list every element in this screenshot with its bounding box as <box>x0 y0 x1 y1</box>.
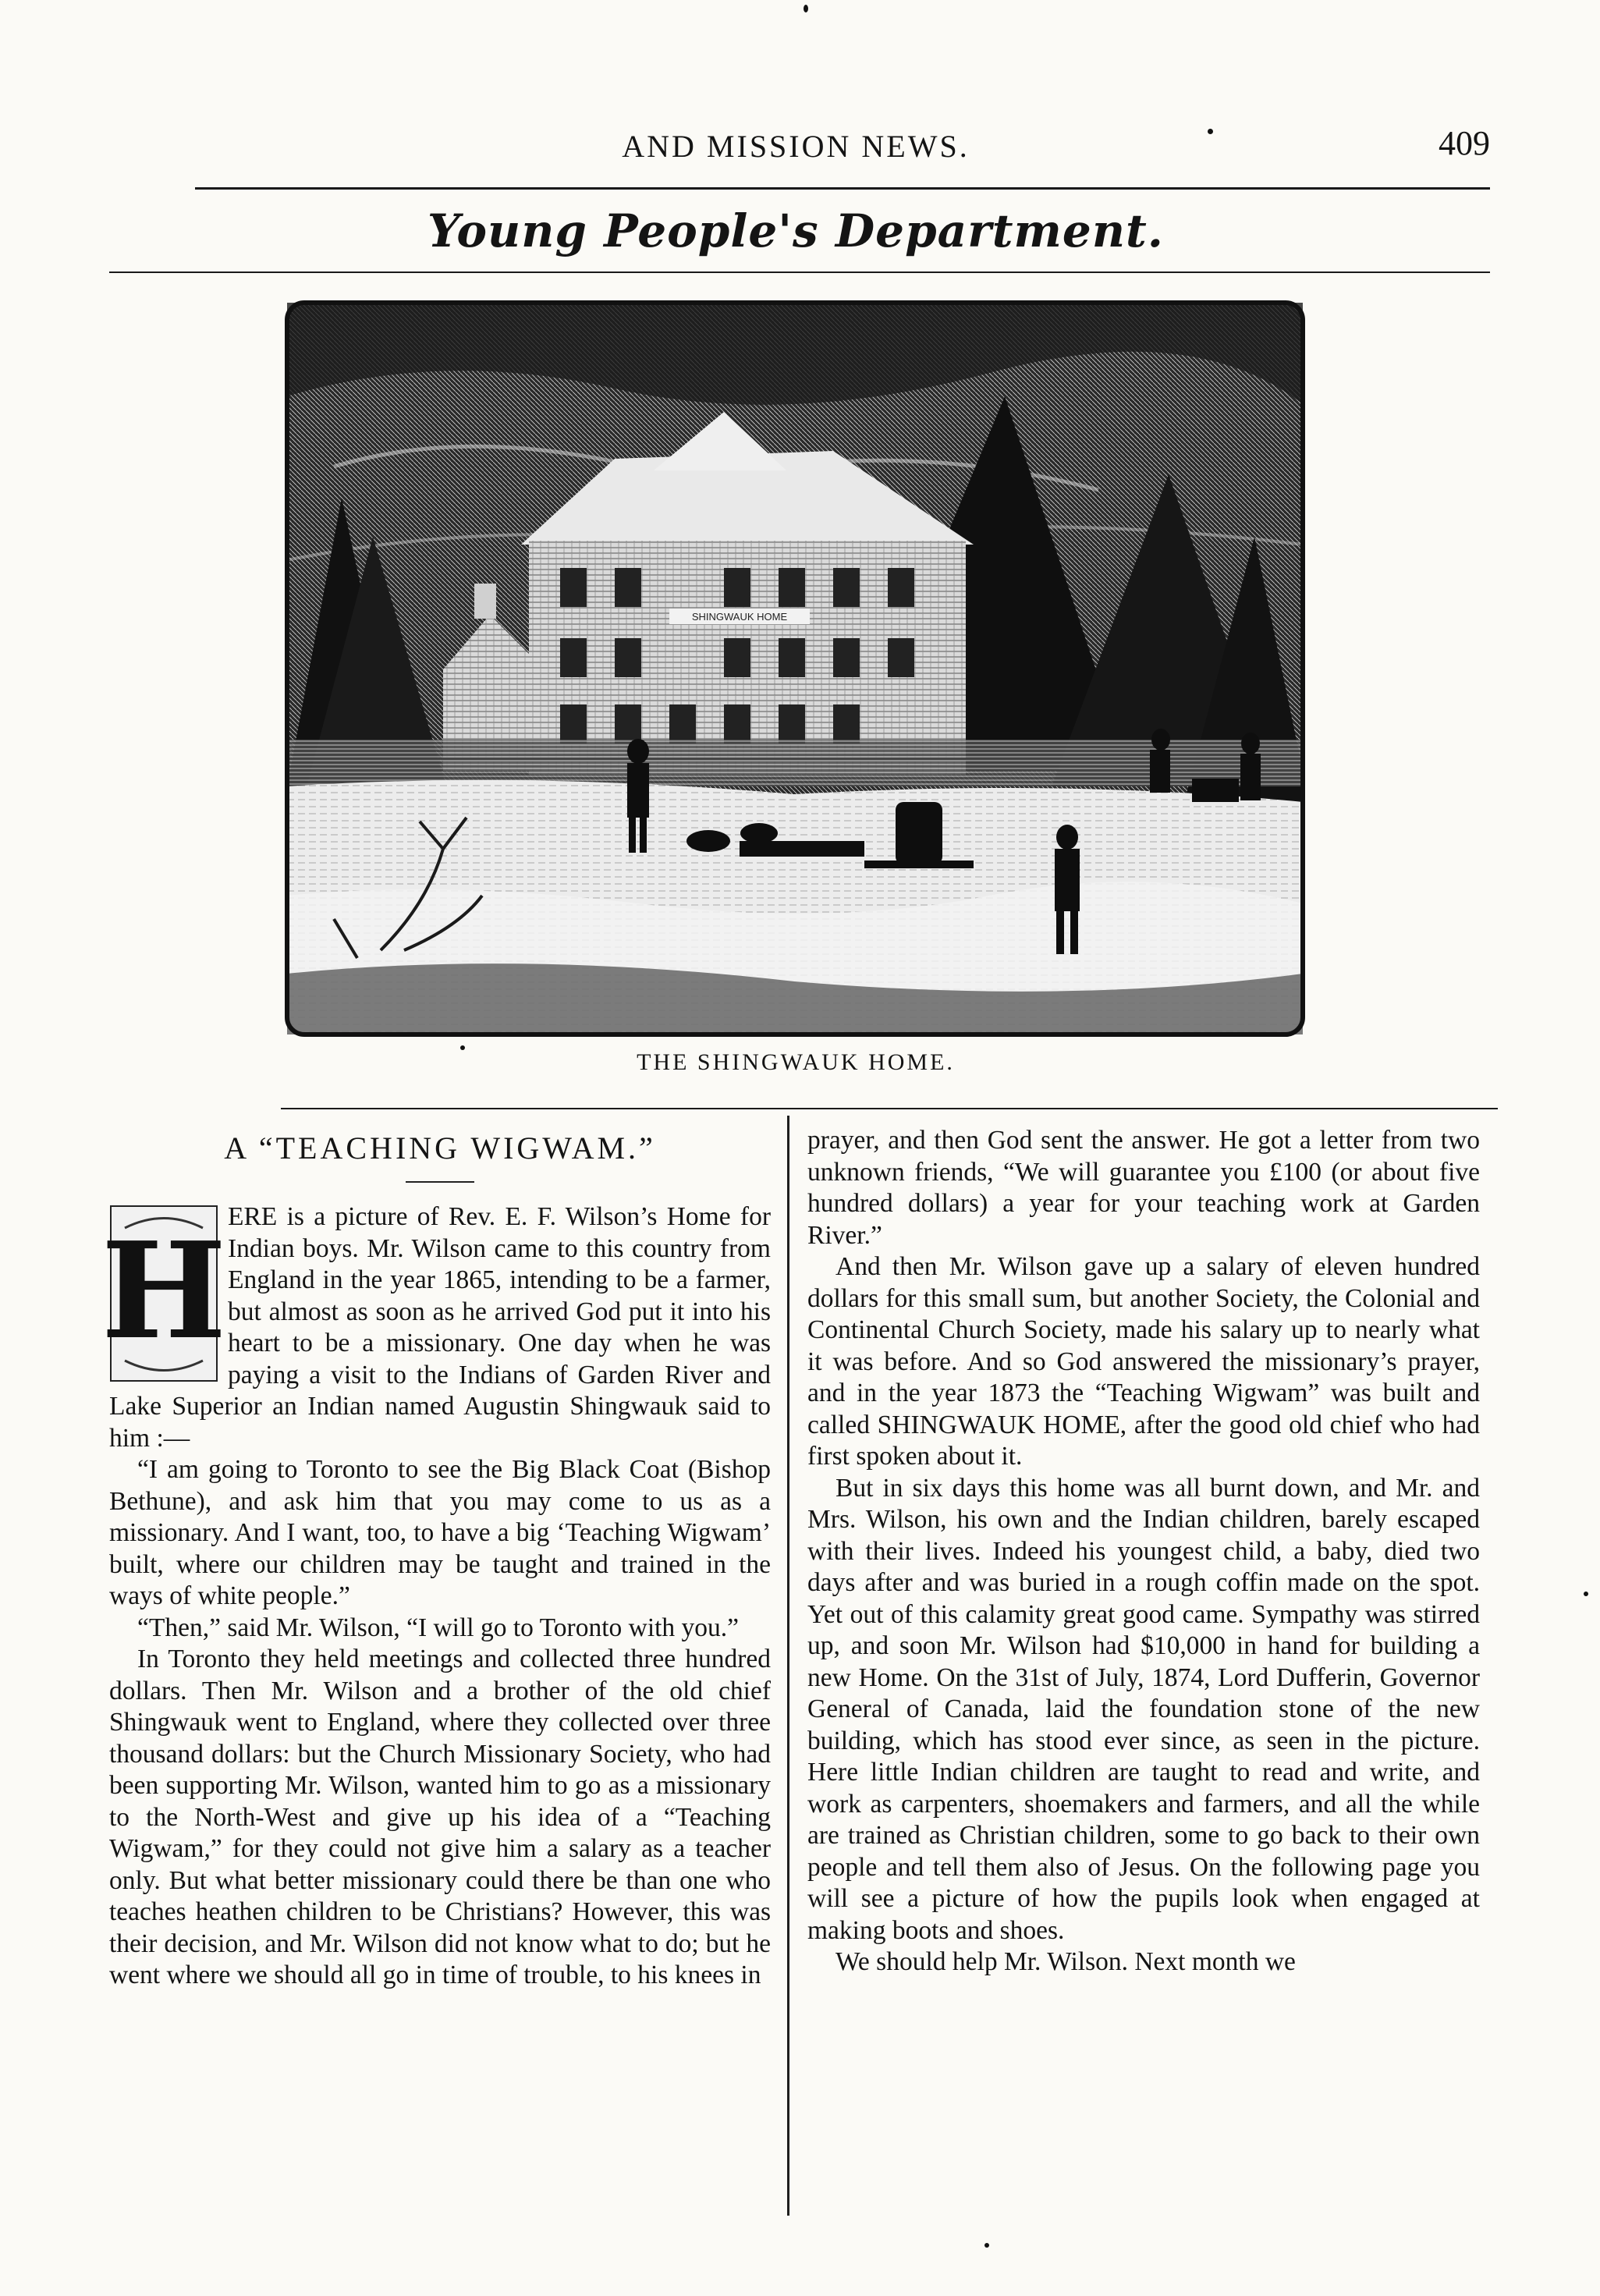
article-separator-rule <box>281 1108 1498 1109</box>
print-speck <box>1208 129 1213 134</box>
article-paragraph: prayer, and then God sent the answer. He got a letter from two unknown friends, “We will guarantee you £100 (or about five hundred dollars) a year for your teaching work at Garden River.” <box>807 1126 1480 1250</box>
paragraph-text: ERE is a picture of Rev. E. F. Wilson’s Home for Indian boys. Mr. Wilson came to this country from England in the year 1865, intending to be a farmer, but almost as soon as he arrived God put it into his heart to be a missionary. One day when he was paying a visit to the Indians of Garden River and Lake Superior an Indian named Augustin Shingwauk said to him :— <box>109 1202 771 1453</box>
article-right-column <box>807 1125 1480 1978</box>
shingwauk-home-engraving <box>287 303 1303 1034</box>
article-paragraph: In Toronto they held meetings and collected three hundred dollars. Then Mr. Wilson and a brother of the old chief Shingwauk went to England, where they collected over three thousand dollars: but the Church Missionary Society, who had been supporting Mr. Wilson, wanted him to go as a missionary to the North-West and give up his idea of a “Teaching Wigwam,” for they could not give him a salary as a teacher only. But what better missionary could there be than one who teaches heathen children to be Christians? However, this was their decision, and Mr. Wilson did not know what to do; but he went where we should all go in time of trouble, to his knees in <box>109 1645 771 1989</box>
page-header <box>109 123 1490 178</box>
article-title: A “TEACHING WIGWAM.” <box>224 1130 656 1166</box>
title-underline <box>406 1181 474 1183</box>
illustration-caption: THE SHINGWAUK HOME. <box>637 1049 955 1075</box>
department-title: Young People's Department. <box>427 204 1164 257</box>
print-speck <box>804 5 808 12</box>
article-paragraph: We should help Mr. Wilson. Next month we <box>835 1947 1296 1976</box>
print-speck <box>1584 1592 1588 1596</box>
header-rule-top <box>195 187 1490 190</box>
article-paragraph: “I am going to Toronto to see the Big Black Coat (Bishop Bethune), and ask him that you may come to us as a missionary. And I want, too, to have a big ‘Teaching Wigwam’ built, where our children may be taught and trained in the ways of white people.” <box>109 1455 771 1610</box>
page-number: 409 <box>1439 124 1490 162</box>
print-speck <box>460 1045 465 1050</box>
print-speck <box>984 2243 989 2248</box>
article-left-column <box>101 1201 771 1992</box>
article-paragraph: And then Mr. Wilson gave up a salary of eleven hundred dollars for this small sum, but another Society, the Colonial and Continental Church Society, made his salary up to nearly what it was before. And so God answered the missionary’s prayer, and in the year 1873 the “Teaching Wigwam” was built and called SHINGWAUK HOME, after the good old chief who had first spoken about it. <box>807 1252 1480 1471</box>
article-paragraph: “Then,” said Mr. Wilson, “I will go to Toronto with you.” <box>137 1613 740 1642</box>
article-paragraph <box>101 1201 771 1454</box>
article-paragraph: But in six days this home was all burnt down, and Mr. and Mrs. Wilson, his own and the Indian children, barely escaped with their lives. Indeed his youngest child, a baby, died two days after and was buried in a rough coffin made on the spot. Yet out of this calamity great good came. Sympathy was stirred up, and soon Mr. Wilson had $10,000 in hand for building a new Home. On the 31st of July, 1874, Lord Dufferin, Governor General of Canada, laid the foundation stone of the new building, which has stood ever since, as seen in the picture. Here little Indian children are taught to read and write, and work as carpenters, shoemakers and farmers, and all the while are trained as Christian children, some to go back to their own people and tell them also of Jesus. On the following page you will see a picture of how the pupils look when engaged at making boots and shoes. <box>807 1473 1480 1945</box>
header-rule-bottom <box>109 271 1490 273</box>
ornamental-drop-cap <box>101 1205 227 1382</box>
building-sign: SHINGWAUK HOME <box>691 611 788 623</box>
drop-cap-letter: H <box>101 1213 227 1369</box>
column-divider <box>787 1116 789 2216</box>
running-head: AND MISSION NEWS. <box>622 129 970 164</box>
